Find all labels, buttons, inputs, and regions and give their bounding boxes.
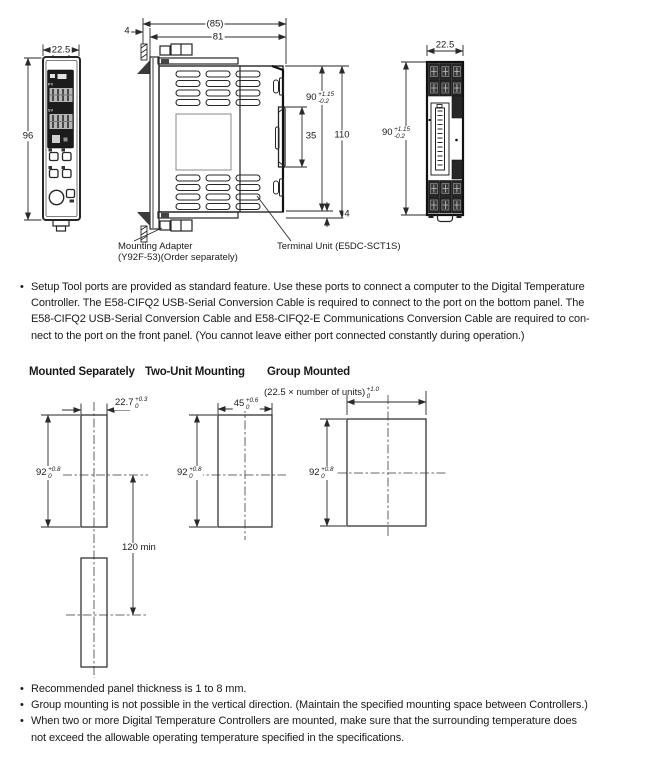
heading-group-mounted: Group Mounted bbox=[267, 366, 350, 378]
rear-din-pitch-dim: 90 +1.15 -0.2 bbox=[381, 125, 411, 140]
cutout-two-unit bbox=[189, 403, 286, 540]
cutout-separate bbox=[41, 402, 148, 678]
heading-two-unit-mounting: Two-Unit Mounting bbox=[145, 366, 245, 378]
bullet: • bbox=[20, 683, 24, 695]
side-depth-overall-dim: (85) bbox=[206, 18, 224, 30]
rear-width-dim: 22.5 bbox=[435, 39, 455, 51]
two-unit-height-dim: 92 +0.8 0 bbox=[177, 466, 202, 481]
side-front-offset-dim: 4 bbox=[124, 25, 130, 37]
two-unit-width-dim: 45 +0.6 0 bbox=[233, 396, 259, 411]
side-view-drawing bbox=[131, 18, 350, 242]
bullet: • bbox=[20, 699, 24, 712]
setup-note-line: Setup Tool ports are provided as standard feature. Use these ports to connect a computer to the Digital Temperature bbox=[31, 281, 585, 293]
setup-note-line: E58-CIFQ2 USB-Serial Conversion Cable and E58-CIFQ2-E Communications Conversion Cable are required to con- bbox=[31, 313, 590, 326]
side-mounting-adapter-bottom bbox=[137, 212, 238, 242]
bullet: • bbox=[20, 281, 24, 293]
terminal-leader-line bbox=[257, 196, 291, 241]
bullet: • bbox=[20, 715, 24, 728]
side-depth-body-dim: 81 bbox=[212, 31, 224, 43]
group-width-formula: (22.5 × number of units) +1.0 0 bbox=[264, 386, 380, 401]
front-buttons bbox=[49, 149, 75, 205]
side-label-area bbox=[176, 114, 231, 170]
heading-mounted-separately: Mounted Separately bbox=[29, 366, 135, 378]
front-height-dim: 96 bbox=[22, 130, 34, 142]
setup-note bbox=[20, 279, 590, 344]
front-width-dim: 22.5 bbox=[51, 44, 71, 56]
panel-cutout-drawings bbox=[0, 388, 650, 680]
dimension-drawings bbox=[0, 0, 650, 270]
side-clip-span-dim: 35 bbox=[305, 130, 317, 142]
rear-terminal-screws bbox=[429, 64, 463, 214]
setup-note-line: nect to the port on the front panel. (You cannot leave either port connected constantly during operation.) bbox=[31, 329, 525, 342]
front-sv-label: SV bbox=[48, 109, 54, 113]
side-vents bbox=[176, 71, 260, 210]
callout-terminal-unit: Terminal Unit (E5DC-SCT1S) bbox=[277, 241, 401, 252]
front-pv-label: PV bbox=[48, 82, 54, 87]
separate-width-dim: 22.7 +0.3 0 bbox=[115, 396, 148, 411]
setup-note-line: Controller. The E58-CIFQ2 USB-Serial Conversion Cable is required to connect to the port on the bottom panel. The bbox=[31, 297, 585, 310]
callout-mounting-adapter: Mounting Adapter (Y92F-53)(Order separately) bbox=[118, 241, 238, 263]
front-port-circle bbox=[49, 190, 63, 204]
rear-connector bbox=[431, 103, 449, 175]
note-item: • When two or more Digital Temperature Controllers are mounted, make sure that the surrounding temperature does not exceed the allowable operating temperature specified in the specifications. bbox=[20, 713, 588, 745]
group-height-dim: 92 +0.8 0 bbox=[309, 466, 334, 481]
side-din-pitch-dim: 90 +1.15 -0.2 bbox=[305, 90, 335, 105]
note-item: • Recommended panel thickness is 1 to 8 mm. bbox=[20, 681, 588, 697]
side-mounting-adapter-top bbox=[137, 44, 238, 74]
side-height-overall-dim: 110 bbox=[334, 129, 350, 141]
separate-height-dim: 92 +0.8 0 bbox=[36, 466, 61, 481]
adapter-leader-line bbox=[134, 228, 162, 241]
bottom-notes bbox=[20, 681, 588, 746]
note-item: • Group mounting is not possible in the vertical direction. (Maintain the specified mounting space between Controllers.) bbox=[20, 697, 588, 713]
side-bottom-offset-dim: 4 bbox=[344, 208, 350, 220]
cutout-group bbox=[320, 391, 447, 538]
separate-gap-dim: 120 min bbox=[122, 542, 156, 553]
